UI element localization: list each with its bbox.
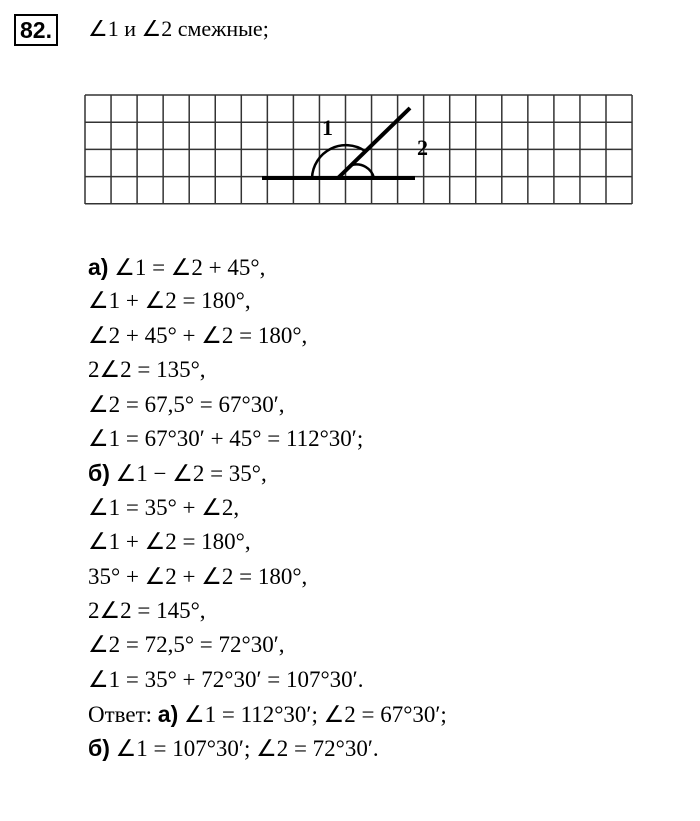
equation: ∠1 = 35° + 72°30′ = 107°30′. xyxy=(88,666,364,692)
solution-line xyxy=(88,560,447,594)
solution xyxy=(88,250,447,766)
solution-line xyxy=(88,319,447,353)
equation: ∠1 = 107°30′; ∠2 = 72°30′. xyxy=(109,736,379,762)
equation: ∠1 = 35° + ∠2, xyxy=(88,494,240,520)
solution-line xyxy=(88,456,447,490)
grid xyxy=(85,95,632,204)
equation: ∠2 = 67,5° = 67°30′, xyxy=(88,391,285,417)
solution-line xyxy=(88,628,447,662)
solution-line xyxy=(88,353,447,387)
solution-line xyxy=(88,422,447,456)
equation: ∠1 − ∠2 = 35°, xyxy=(109,461,267,487)
solution-line xyxy=(88,594,447,628)
angle-1-label: 1 xyxy=(322,115,333,140)
part-marker: б) xyxy=(88,460,110,487)
equation: ∠2 + 45° + ∠2 = 180°, xyxy=(88,322,308,348)
solution-line xyxy=(88,250,447,284)
part-marker: б) xyxy=(88,735,110,762)
equation: 35° + ∠2 + ∠2 = 180°, xyxy=(88,563,308,589)
equation: ∠1 + ∠2 = 180°, xyxy=(88,529,251,555)
solution-line xyxy=(88,697,447,731)
solution-line xyxy=(88,388,447,422)
equation: ∠1 = 67°30′ + 45° = 112°30′; xyxy=(88,425,364,451)
angle-2-label: 2 xyxy=(417,135,428,160)
solution-line xyxy=(88,491,447,525)
equation: 2∠2 = 135°, xyxy=(88,357,206,383)
part-marker: а) xyxy=(88,254,109,280)
equation: ∠1 = ∠2 + 45°, xyxy=(108,255,266,280)
equation: 2∠2 = 145°, xyxy=(88,597,206,623)
problem-number: 82. xyxy=(14,14,58,46)
part-marker: а) xyxy=(157,701,179,728)
solution-line xyxy=(88,663,447,697)
solution-line xyxy=(88,284,447,318)
equation: ∠1 = 112°30′; ∠2 = 67°30′; xyxy=(178,702,447,728)
ray xyxy=(338,108,410,178)
solution-line xyxy=(88,525,447,559)
equation: ∠2 = 72,5° = 72°30′, xyxy=(88,632,285,658)
equation: ∠1 + ∠2 = 180°, xyxy=(88,288,251,314)
solution-line xyxy=(88,731,447,765)
answer-label: Ответ: xyxy=(88,702,158,728)
problem-statement: ∠1 и ∠2 смежные; xyxy=(88,16,269,41)
